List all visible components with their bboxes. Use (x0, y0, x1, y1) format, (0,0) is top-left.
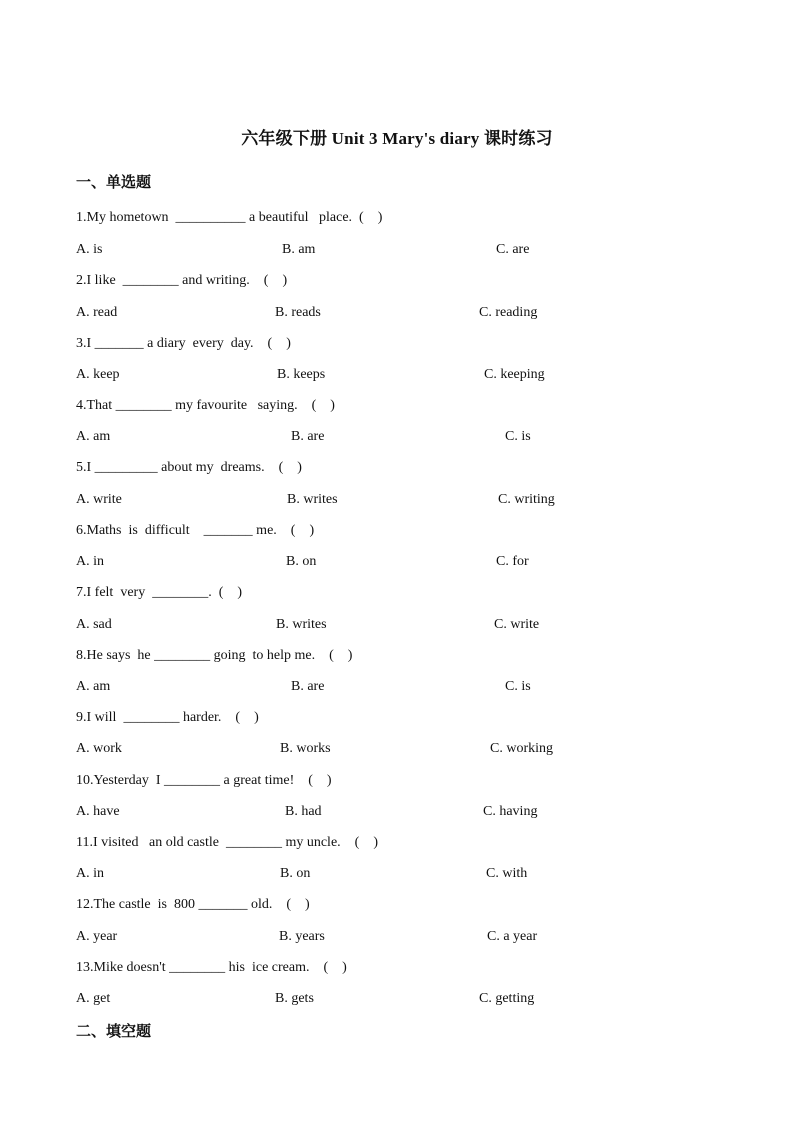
question-4-option-c: C. is (505, 429, 531, 444)
question-8-option-c: C. is (505, 679, 531, 694)
question-6-option-b: B. on (286, 554, 317, 569)
page-title: 六年级下册 Unit 3 Mary's diary 课时练习 (241, 129, 553, 148)
question-1: 1.My hometown __________ a beautiful place. ( ) (76, 210, 383, 225)
question-11-option-c: C. with (486, 866, 528, 881)
question-9-option-a: A. work (76, 741, 122, 756)
question-8-option-b: B. are (291, 679, 325, 694)
question-13-option-b: B. gets (275, 991, 314, 1006)
question-12-option-b: B. years (279, 929, 325, 944)
question-13-option-c: C. getting (479, 991, 535, 1006)
question-9-option-c: C. working (490, 741, 553, 756)
question-8-option-a: A. am (76, 679, 111, 694)
question-1-option-a: A. is (76, 242, 103, 257)
question-7-option-a: A. sad (76, 617, 112, 632)
question-12-option-a: A. year (76, 929, 118, 944)
question-1-option-c: C. are (496, 242, 530, 257)
question-5: 5.I _________ about my dreams. ( ) (76, 460, 302, 475)
question-13: 13.Mike doesn't ________ his ice cream. ( ) (76, 960, 347, 975)
question-10-option-c: C. having (483, 804, 538, 819)
question-11-option-b: B. on (280, 866, 311, 881)
question-13-option-a: A. get (76, 991, 111, 1006)
question-10-option-b: B. had (285, 804, 322, 819)
question-2-option-c: C. reading (479, 305, 538, 320)
question-4-option-a: A. am (76, 429, 111, 444)
question-5-option-a: A. write (76, 492, 122, 507)
question-7-option-c: C. write (494, 617, 540, 632)
question-6-option-a: A. in (76, 554, 104, 569)
question-1-option-b: B. am (282, 242, 316, 257)
question-6: 6.Maths is difficult _______ me. ( ) (76, 523, 315, 538)
question-10: 10.Yesterday I ________ a great time! ( ) (76, 773, 332, 788)
question-5-option-c: C. writing (498, 492, 555, 507)
section-heading-fill-in-blank: 二、填空题 (76, 1024, 152, 1040)
question-12-option-c: C. a year (487, 929, 538, 944)
question-3-option-a: A. keep (76, 367, 120, 382)
question-4: 4.That ________ my favourite saying. ( ) (76, 398, 335, 413)
question-11-option-a: A. in (76, 866, 104, 881)
question-2: 2.I like ________ and writing. ( ) (76, 273, 288, 288)
question-11: 11.I visited an old castle ________ my uncle. ( ) (76, 835, 378, 850)
question-3: 3.I _______ a diary every day. ( ) (76, 336, 291, 351)
question-8: 8.He says he ________ going to help me. ( ) (76, 648, 353, 663)
question-10-option-a: A. have (76, 804, 120, 819)
question-5-option-b: B. writes (287, 492, 338, 507)
question-9-option-b: B. works (280, 741, 331, 756)
question-12: 12.The castle is 800 _______ old. ( ) (76, 897, 310, 912)
question-2-option-a: A. read (76, 305, 118, 320)
question-7: 7.I felt very ________. ( ) (76, 585, 243, 600)
question-2-option-b: B. reads (275, 305, 321, 320)
question-9: 9.I will ________ harder. ( ) (76, 710, 259, 725)
question-4-option-b: B. are (291, 429, 325, 444)
question-7-option-b: B. writes (276, 617, 327, 632)
question-3-option-c: C. keeping (484, 367, 545, 382)
section-heading-single-choice: 一、单选题 (76, 175, 152, 191)
question-3-option-b: B. keeps (277, 367, 326, 382)
question-6-option-c: C. for (496, 554, 529, 569)
